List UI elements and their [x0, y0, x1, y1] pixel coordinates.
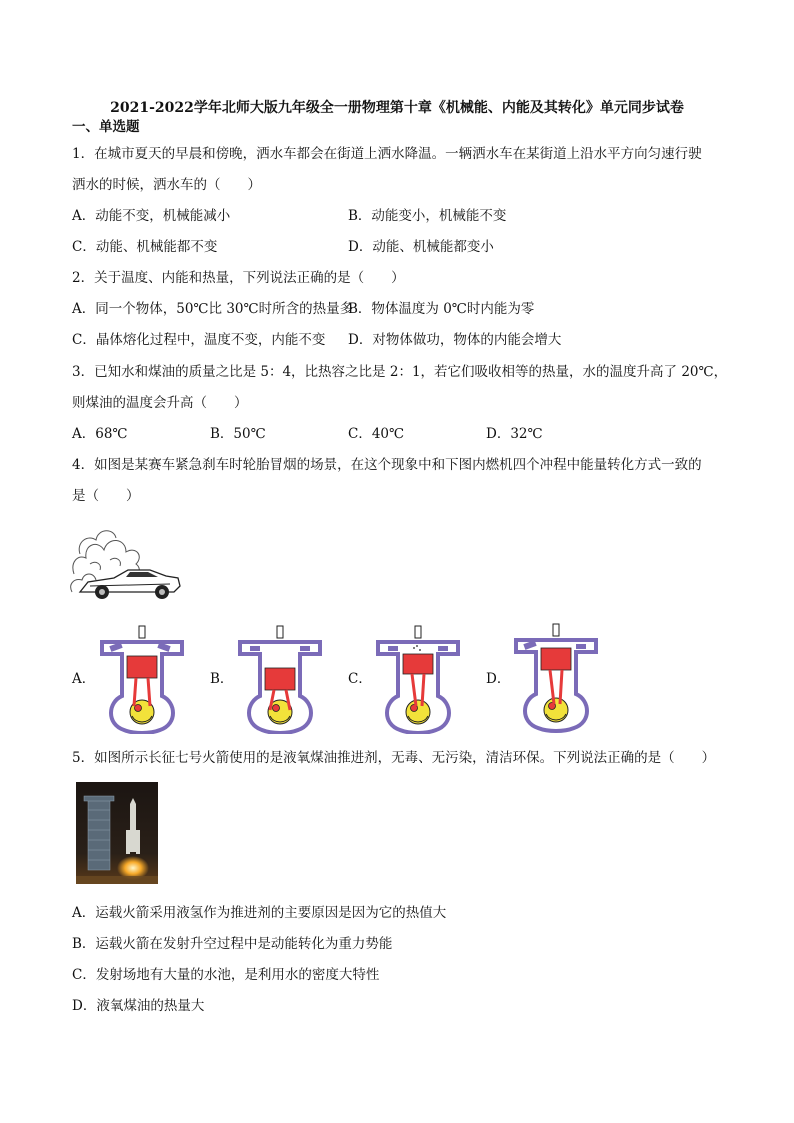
exam-title: 2021-2022学年北师大版九年级全一册物理第十章《机械能、内能及其转化》单元同步试卷 [110, 100, 684, 116]
q2-option-b: B．物体温度为 0℃时内能为零 [348, 301, 535, 317]
q3-option-c: C．40℃ [348, 426, 405, 442]
engine-stroke-b [234, 624, 326, 734]
q4-stem-line1: 4．如图是某赛车紧急刹车时轮胎冒烟的场景，在这个现象中和下图内燃机四个冲程中能量转化方式一致的 [72, 457, 702, 473]
q3-option-b: B．50℃ [210, 426, 266, 442]
q4-label-c: C． [348, 671, 372, 687]
engine-stroke-c [372, 624, 464, 734]
q1-stem-line2: 洒水的时候，洒水车的（ ） [72, 177, 261, 193]
q1-option-a: A．动能不变，机械能减小 [72, 208, 231, 224]
q5-option-d: D．液氧煤油的热量大 [72, 998, 205, 1014]
q5-option-c: C．发射场地有大量的水池，是利用水的密度大特性 [72, 967, 380, 983]
q5-stem: 5．如图所示长征七号火箭使用的是液氧煤油推进剂，无毒、无污染，清洁环保。下列说法正确的是（ ） [72, 750, 716, 766]
q4-label-d: D． [486, 671, 511, 687]
q1-option-b: B．动能变小，机械能不变 [348, 208, 507, 224]
q4-stem-line2: 是（ ） [72, 488, 140, 504]
q2-option-d: D．对物体做功，物体的内能会增大 [348, 332, 562, 348]
q4-label-a: A． [72, 671, 96, 687]
rocket-launch-photo [76, 782, 158, 884]
engine-stroke-d [510, 620, 602, 734]
q3-stem-line1: 3．已知水和煤油的质量之比是 5：4，比热容之比是 2：1，若它们吸收相等的热量，水的温度升高了 20℃， [72, 364, 728, 380]
q1-stem-line1: 1．在城市夏天的早晨和傍晚，洒水车都会在街道上洒水降温。一辆洒水车在某街道上沿水平方向匀速行驶 [72, 146, 702, 162]
q5-option-b: B．运载火箭在发射升空过程中是动能转化为重力势能 [72, 936, 393, 952]
q3-option-d: D．32℃ [486, 426, 543, 442]
engine-stroke-a [96, 624, 188, 734]
q1-option-c: C．动能、机械能都不变 [72, 239, 218, 255]
q2-option-c: C．晶体熔化过程中，温度不变，内能不变 [72, 332, 326, 348]
q1-option-d: D．动能、机械能都变小 [348, 239, 494, 255]
launch-tower [84, 796, 114, 870]
race-car [80, 570, 180, 599]
q3-option-a: A．68℃ [72, 426, 128, 442]
q5-option-a: A．运载火箭采用液氢作为推进剂的主要原因是因为它的热值大 [72, 905, 447, 921]
q3-stem-line2: 则煤油的温度会升高（ ） [72, 395, 248, 411]
q2-option-a: A．同一个物体，50℃比 30℃时所含的热量多 [72, 301, 354, 317]
q2-stem: 2．关于温度、内能和热量，下列说法正确的是（ ） [72, 270, 405, 286]
q4-label-b: B． [210, 671, 234, 687]
race-car-smoke-figure [70, 514, 182, 604]
section-heading: 一、单选题 [72, 119, 140, 135]
